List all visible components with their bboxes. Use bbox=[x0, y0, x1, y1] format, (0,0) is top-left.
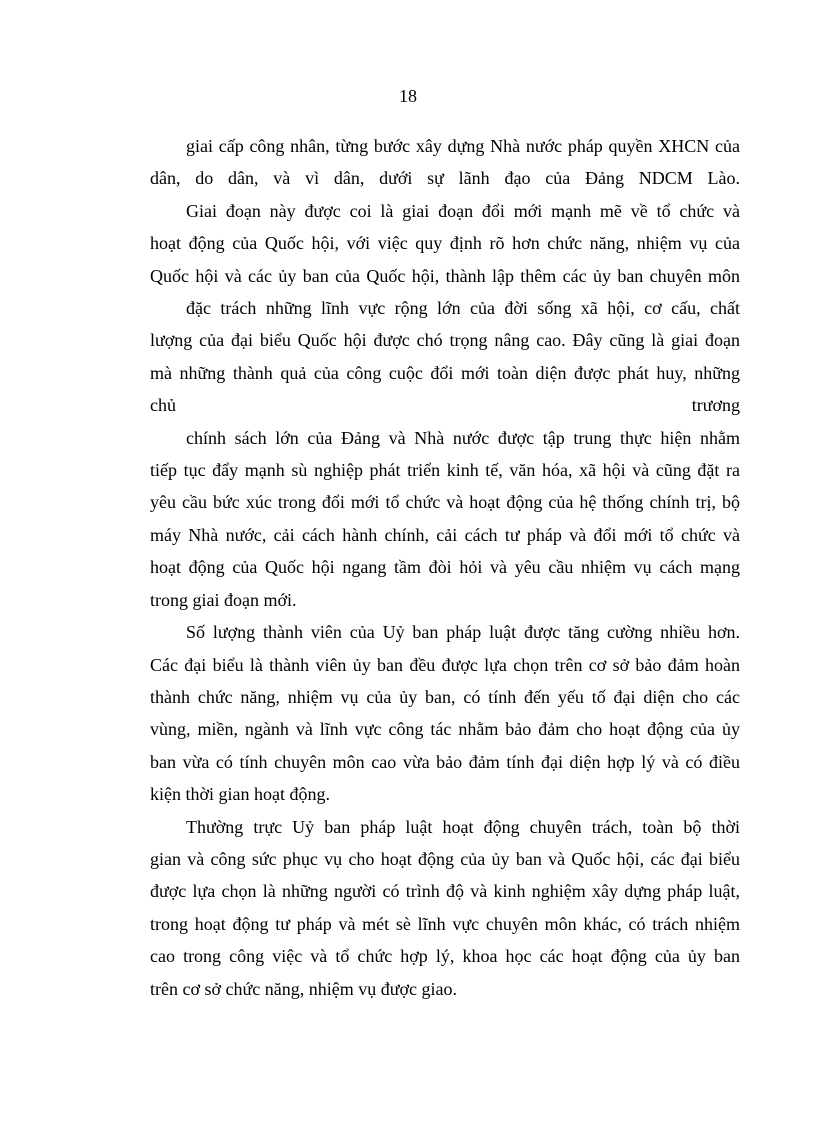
text-line: được lựa chọn là những người có trình độ và kinh nghiệm xây dựng pháp luật, bbox=[150, 881, 740, 902]
text-line: chủ trương bbox=[150, 395, 740, 416]
text-line: trên cơ sở chức năng, nhiệm vụ được giao. bbox=[150, 978, 457, 999]
text-line: Quốc hội và các ủy ban của Quốc hội, thành lập thêm các ủy ban chuyên môn bbox=[150, 265, 740, 286]
text-line: trong giai đoạn mới. bbox=[150, 589, 297, 610]
text-line: chính sách lớn của Đảng và Nhà nước được tập trung thực hiện nhằm bbox=[186, 427, 740, 448]
text-line: Số lượng thành viên của Uỷ ban pháp luật được tăng cường nhiều hơn. bbox=[186, 622, 740, 643]
body-text bbox=[150, 130, 740, 1005]
text-line: trong hoạt động tư pháp và mét sè lĩnh vực chuyên môn khác, có trách nhiệm bbox=[150, 913, 740, 934]
text-line: kiện thời gian hoạt động. bbox=[150, 784, 330, 805]
text-line: Giai đoạn này được coi là giai đoạn đổi mới mạnh mẽ về tổ chức và bbox=[186, 200, 740, 221]
text-line: hoạt động của Quốc hội, với việc quy định rõ hơn chức năng, nhiệm vụ của bbox=[150, 233, 740, 254]
text-line: Thường trực Uỷ ban pháp luật hoạt động chuyên trách, toàn bộ thời bbox=[186, 816, 740, 837]
text-line: yêu cầu bức xúc trong đổi mới tổ chức và hoạt động của hệ thống chính trị, bộ bbox=[150, 492, 740, 513]
text-line: đặc trách những lĩnh vực rộng lớn của đời sống xã hội, cơ cấu, chất bbox=[186, 298, 740, 319]
text-line: ban vừa có tính chuyên môn cao vừa bảo đảm tính đại diện hợp lý và có điều bbox=[150, 751, 740, 772]
text-line: hoạt động của Quốc hội ngang tầm đòi hỏi và yêu cầu nhiệm vụ cách mạng bbox=[150, 557, 740, 578]
text-line: máy Nhà nước, cải cách hành chính, cải cách tư pháp và đổi mới tổ chức và bbox=[150, 524, 740, 545]
text-line: dân, do dân, và vì dân, dưới sự lãnh đạo của Đảng NDCM Lào. bbox=[150, 168, 740, 189]
text-line: thành chức năng, nhiệm vụ của ủy ban, có tính đến yếu tố đại diện cho các bbox=[150, 686, 740, 707]
text-line: lượng của đại biểu Quốc hội được chó trọng nâng cao. Đây cũng là giai đoạn bbox=[150, 330, 740, 351]
text-line: giai cấp công nhân, từng bước xây dựng Nhà nước pháp quyền XHCN của bbox=[186, 136, 740, 156]
text-line: cao trong công việc và tổ chức hợp lý, khoa học các hoạt động của ủy ban bbox=[150, 946, 740, 967]
text-line: gian và công sức phục vụ cho hoạt động của ủy ban và Quốc hội, các đại biểu bbox=[150, 848, 740, 869]
text-line: tiếp tục đẩy mạnh sù nghiệp phát triển kinh tế, văn hóa, xã hội và cũng đặt ra bbox=[150, 460, 740, 481]
text-line: Các đại biểu là thành viên ủy ban đều được lựa chọn trên cơ sở bảo đảm hoàn bbox=[150, 654, 740, 675]
text-line: vùng, miền, ngành và lĩnh vực công tác nhằm bảo đảm cho hoạt động của ủy bbox=[150, 719, 740, 740]
text-line: mà những thành quả của công cuộc đổi mới toàn diện được phát huy, những bbox=[150, 362, 740, 383]
page-number: 18 bbox=[399, 86, 417, 106]
